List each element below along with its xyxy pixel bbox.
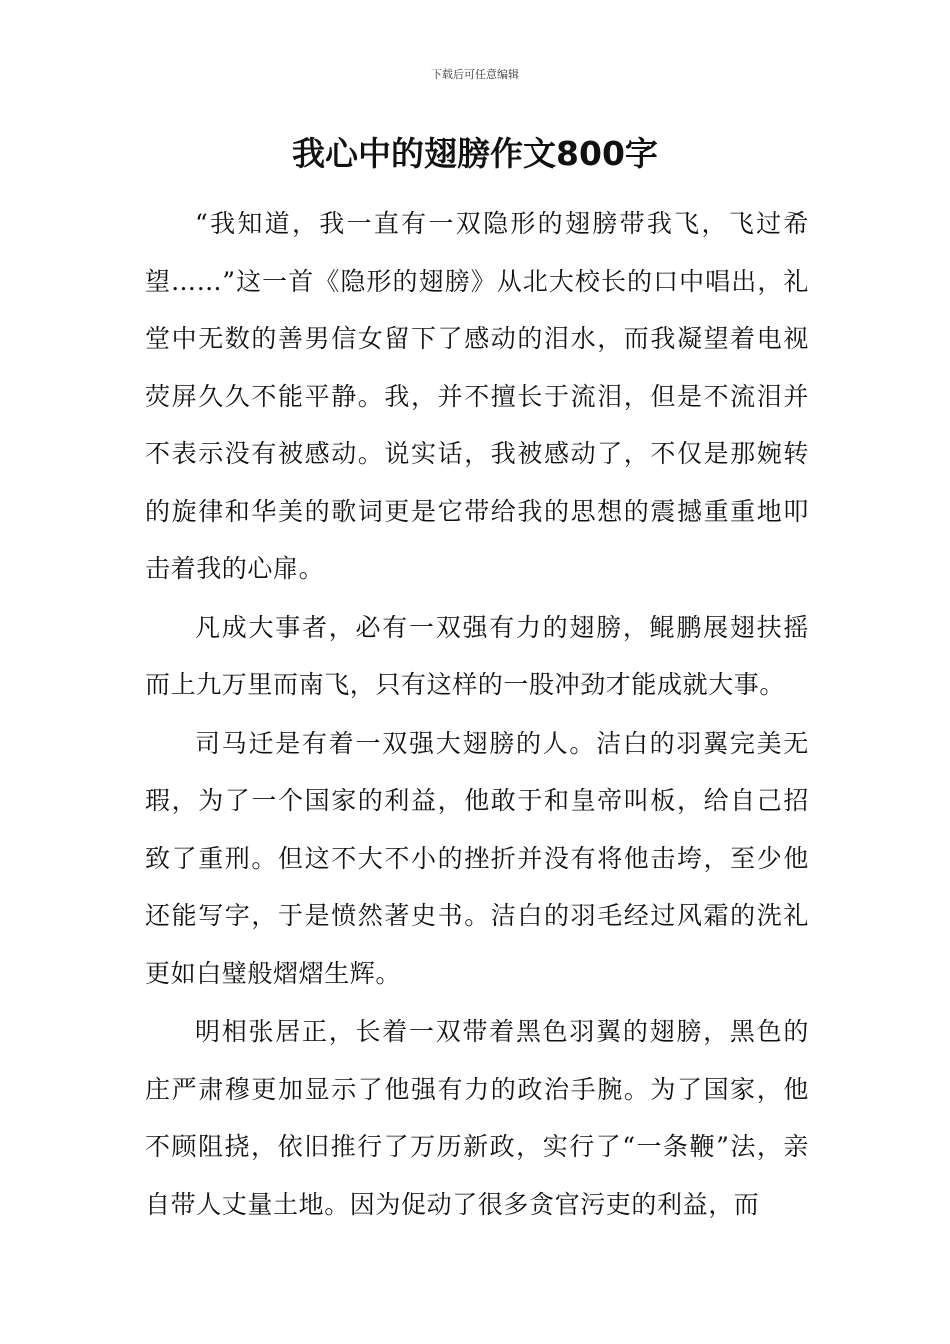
paragraph-2: 凡成大事者，必有一双强有力的翅膀，鲲鹏展翅扶摇而上九万里而南飞，只有这样的一股冲劲才能成就大事。 (145, 612, 809, 699)
paragraph-1: “我知道，我一直有一双隐形的翅膀带我飞，飞过希望……”这一首《隐形的翅膀》从北大校长的口中唱出，礼堂中无数的善男信女留下了感动的泪水，而我凝望着电视荧屏久久不能平静。我，并不擅长于流泪，但是不流泪并不表示没有被感动。说实话，我被感动了，不仅是那婉转的旋律和华美的歌词更是它带给我的思想的震撼重重地叩击着我的心扉。 (145, 209, 809, 583)
paragraph-4: 明相张居正，长着一双带着黑色羽翼的翅膀，黑色的庄严肃穆更加显示了他强有力的政治手腕。为了国家，他不顾阻挠，依旧推行了万历新政，实行了“一条鞭”法，亲自带人丈量土地。因为促动了很多贪官污吏的利益，而 (145, 1017, 809, 1219)
document-body (145, 195, 809, 1234)
header-note: 下载后可任意编辑 (431, 68, 519, 81)
document-title: 我心中的翅膀作文800字 (292, 134, 658, 173)
paragraph-3: 司马迁是有着一双强大翅膀的人。洁白的羽翼完美无瑕，为了一个国家的利益，他敢于和皇帝叫板，给自己招致了重刑。但这不大不小的挫折并没有将他击垮，至少他还能写字，于是愤然著史书。洁白的羽毛经过风霜的洗礼更如白璧般熠熠生辉。 (145, 728, 809, 988)
